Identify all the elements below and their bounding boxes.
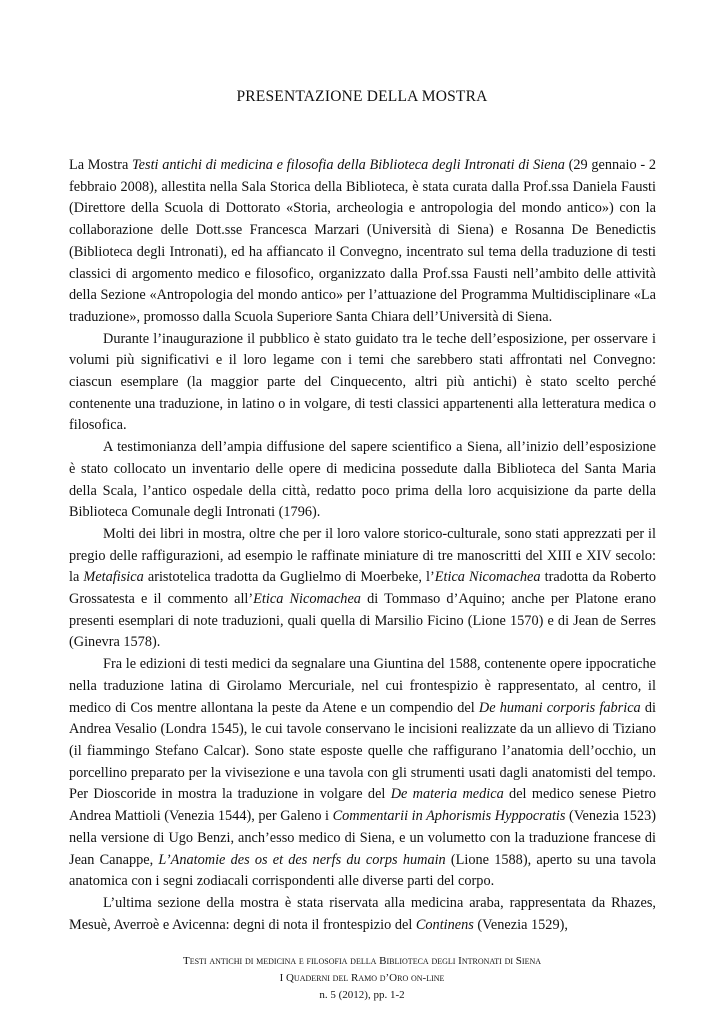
page-title: PRESENTAZIONE DELLA MOSTRA [236,88,488,105]
italic-title: Etica Nicomachea [434,569,541,586]
body-paragraph [69,437,656,524]
italic-title: Etica Nicomachea [253,591,361,608]
italic-title: Commentarii in Aphorismis Hyppocratis [332,808,566,825]
text-run: di Tommaso d’Aquino; anche per Platone erano presenti esemplari di note traduzioni, quali quella di Marsilio Ficino (Lione 1570) e di Jean de Serres (Ginevra 1578). [69,591,656,651]
text-run: (Venezia 1529), [473,916,568,933]
text-run: A testimonianza dell’ampia diffusione del sapere scientifico a Siena, all’inizio dell’esposizione è stato collocato un inventario delle opere di medicina possedute dalla Biblioteca del Santa Maria della Scala, l’antico ospedale della città, redatto poco prima della loro acquisizione da parte della Biblioteca Comunale degli Intronati (1796). [69,439,656,521]
text-run: Durante l’inaugurazione il pubblico è stato guidato tra le teche dell’esposizione, per osservare i volumi più significativi e il loro legame con i temi che sarebbero stati affrontati nel Convegno: ciascun esemplare (la maggior parte del Cinquecento, altri più antichi) è stato scelto perché contenente una traduzione, in latino o in volgare, di testi classici appartenenti alla letteratura medica o filosofica. [69,330,656,434]
text-run: tradotta da Roberto Grossatesta e il commento all’ [69,569,656,608]
italic-title: Continens [415,916,474,933]
body-text [69,155,656,936]
body-paragraph [69,524,656,654]
italic-title: De humani corporis fabrica [478,699,641,716]
text-run: Fra le edizioni di testi medici da segnalare una Giuntina del 1588, contenente opere ippocratiche nella traduzione latina di Girolamo Mercuriale, nel cui frontespizio è rappresentato, al centro, il medico di Cos mentre allontana la peste da Atene e un compendio del [69,656,656,716]
italic-title: De materia medica [390,786,504,803]
footer-journal-name: I Quaderni del Ramo d’Oro on-line [279,972,445,984]
italic-title: Testi antichi di medicina e filosofia della Biblioteca degli Intronati di Siena [132,157,565,173]
text-run: Molti dei libri in mostra, oltre che per il loro valore storico-culturale, sono stati apprezzati per il pregio delle raffigurazioni, ad esempio le raffinate miniature di tre manoscritti del XIII e XIV secolo: la [69,525,656,586]
body-paragraph [69,654,656,893]
text-run: aristotelica tradotta da Guglielmo di Moerbeke, l’ [143,569,435,586]
text-run: (Venezia 1523) nella versione di Ugo Benzi, anch’esso medico di Siena, e un volumetto con la traduzione francese di Jean Canappe, [69,808,656,868]
page-footer [0,953,724,1004]
body-paragraph [69,893,656,936]
text-run: (Lione 1588), aperto su una tavola anatomica con i segni zodiacali corrispondenti alle diverse parti del corpo. [69,851,656,890]
body-paragraph [69,155,656,329]
text-run: di Andrea Vesalio (Londra 1545), le cui tavole conservano le incisioni realizzate da un allievo di Tiziano (il fiammingo Stefano Calcar). Sono state esposte quelle che raffigurano l’anatomia dell’occhio, un porcellino preparato per la vivisezione e una tavola con gli strumenti usati dagli anatomisti del tempo. Per Dioscoride in mostra la traduzione in volgare del [69,699,656,803]
text-run: L’ultima sezione della mostra è stata riservata alla medicina araba, rappresentata da Rhazes, Mesuè, Averroè e Avicenna: degni di nota il frontespizio del [69,894,656,933]
italic-title: Metafisica [83,569,144,586]
text-run: La Mostra [69,157,133,173]
footer-issue-pages: n. 5 (2012), pp. 1-2 [319,989,405,1001]
body-paragraph [69,329,656,438]
footer-article-title: Testi antichi di medicina e filosofia della Biblioteca degli Intronati di Siena [182,955,542,967]
italic-title: L’Anatomie des os et des nerfs du corps humain [158,851,446,868]
text-run: del medico senese Pietro Andrea Mattioli (Venezia 1544), per Galeno i [69,786,656,825]
text-run: (29 gennaio - 2 febbraio 2008), allestita nella Sala Storica della Biblioteca, è stata curata dalla Prof.ssa Daniela Fausti (Direttore della Scuola di Dottorato «Storia, archeologia e antropologia del mondo antico») con la collaborazione delle Dott.sse Francesca Marzari (Università di Siena) e Rosanna De Benedictis (Biblioteca degli Intronati), ed ha affiancato il Convegno, incentrato sul tema della traduzione di testi classici di argomento medico e filosofico, organizzato dalla Prof.ssa Fausti nell’ambito delle attività della Sezione «Antropologia del mondo antico» per l’attuazione del Programma Multidisciplinare «La traduzione», promosso dalla Scuola Superiore Santa Chiara dell’Università di Siena. [69,157,656,325]
